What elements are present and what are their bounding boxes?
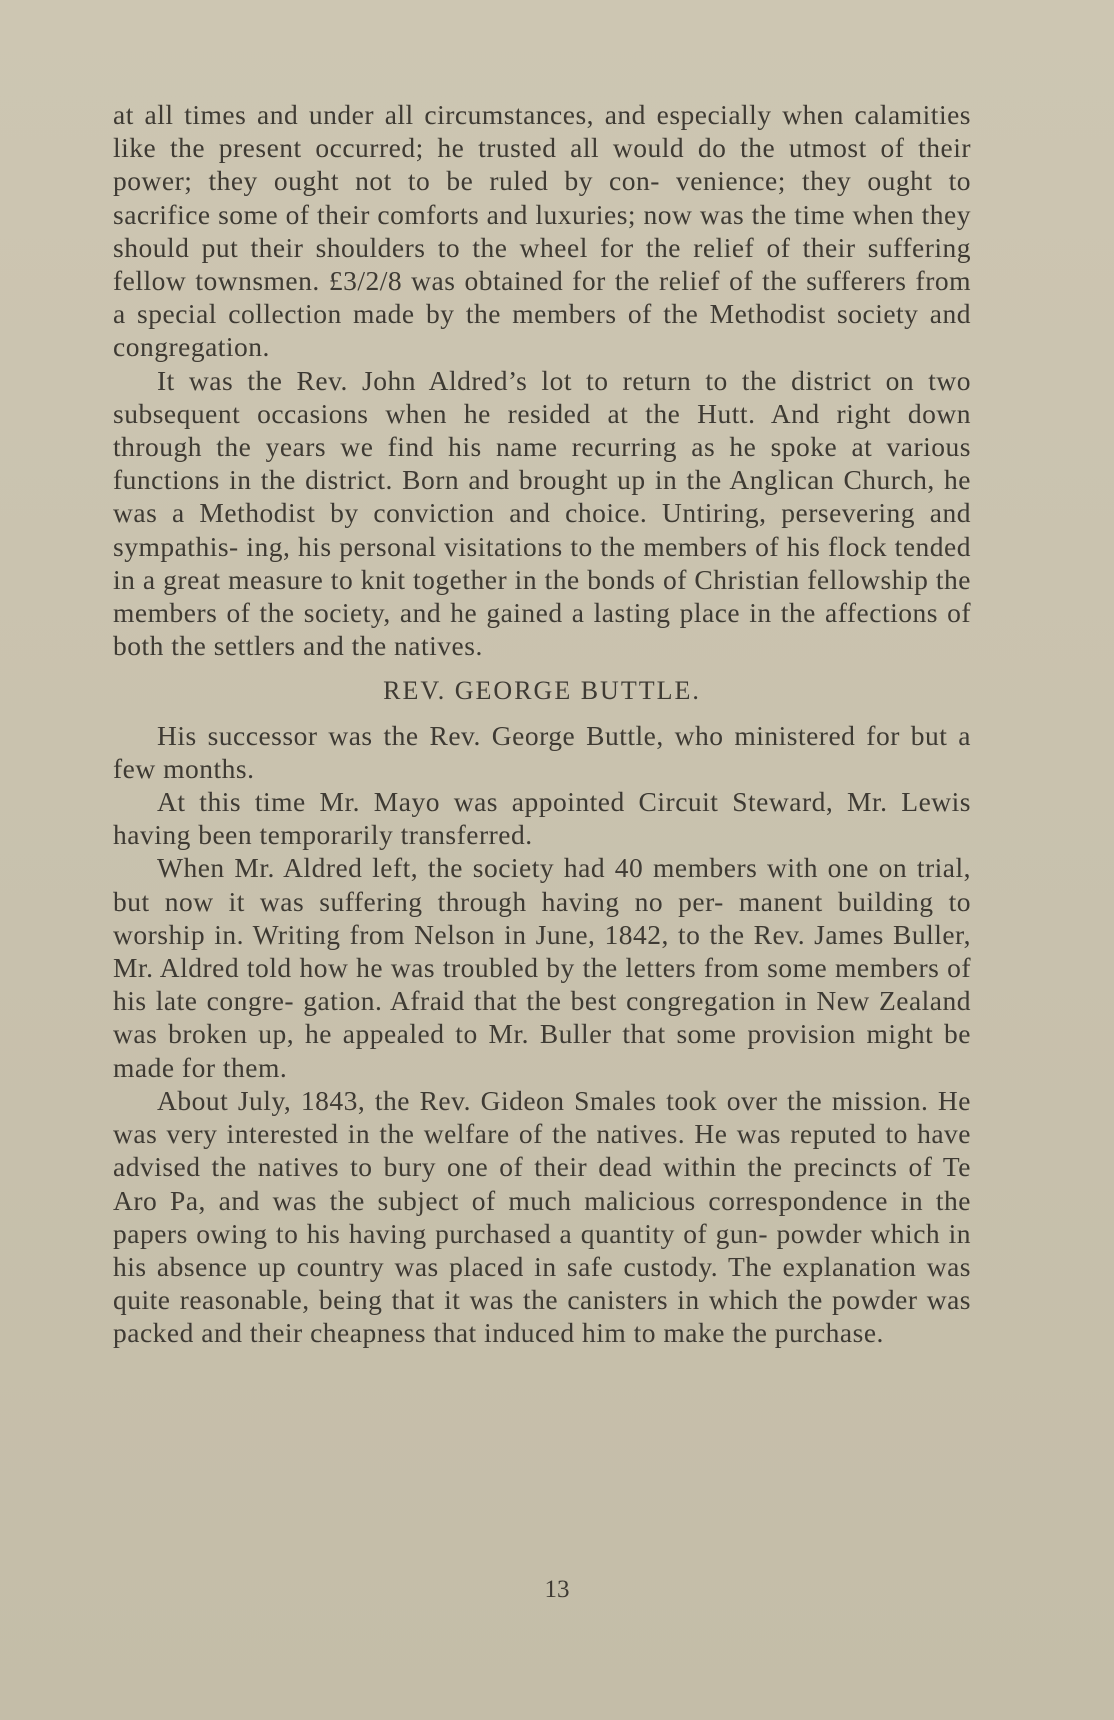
section-heading: REV. GEORGE BUTTLE.	[383, 676, 701, 706]
paragraph-smales: About July, 1843, the Rev. Gideon Smales took over the mission. He was very interested in the welfare of the natives. He was reputed to have advised the natives to bury one of their dead within the precincts of Te Aro Pa, and was the subject of much malicious correspondence in the papers owing to his having purchased a quantity of gun- powder which in his absence up country was placed in safe custody. The explanation was quite reasonable, being that it was the canisters in which the powder was packed and their cheapness that induced him to make the purchase.	[113, 1084, 971, 1349]
paragraph-continued: at all times and under all circumstances, and especially when calamities like the present occurred; he trusted all would do the utmost of their power; they ought not to be ruled by con- venience; they ought to sacrifice some of their comforts and luxuries; now was the time when they should put their shoulders to the wheel for the relief of their suffering fellow townsmen. £3/2/8 was obtained for the relief of the sufferers from a special collection made by the members of the Methodist society and congregation.	[113, 99, 971, 363]
paragraph-society: When Mr. Aldred left, the society had 40 members with one on trial, but now it was suffering through having no per- manent building to worship in. Writing from Nelson in June, 1842, to the Rev. James Buller, Mr. Aldred told how he was troubled by the letters from some members of his late congre- gation. Afraid that the best congregation in New Zealand was broken up, he appealed to Mr. Buller that some provision might be made for them.	[113, 852, 971, 1083]
page-number: 13	[544, 1576, 570, 1603]
paragraph-aldred: It was the Rev. John Aldred’s lot to return to the district on two subsequent occasions when he resided at the Hutt. And right down through the years we find his name recurring as he spoke at various functions in the district. Born and brought up in the Anglican Church, he was a Methodist by conviction and choice. Untiring, persevering and sympathis- ing, his personal visitations to the members of his flock tended in a great measure to knit together in the bonds of Christian fellowship the members of the society, and he gained a lasting place in the affections of both the settlers and the natives.	[113, 364, 971, 662]
paragraph-successor: His successor was the Rev. George Buttle, who ministered for but a few months.	[113, 719, 971, 784]
body-text	[113, 98, 971, 1350]
paragraph-mayo: At this time Mr. Mayo was appointed Circuit Steward, Mr. Lewis having been temporarily transferred.	[113, 786, 971, 851]
